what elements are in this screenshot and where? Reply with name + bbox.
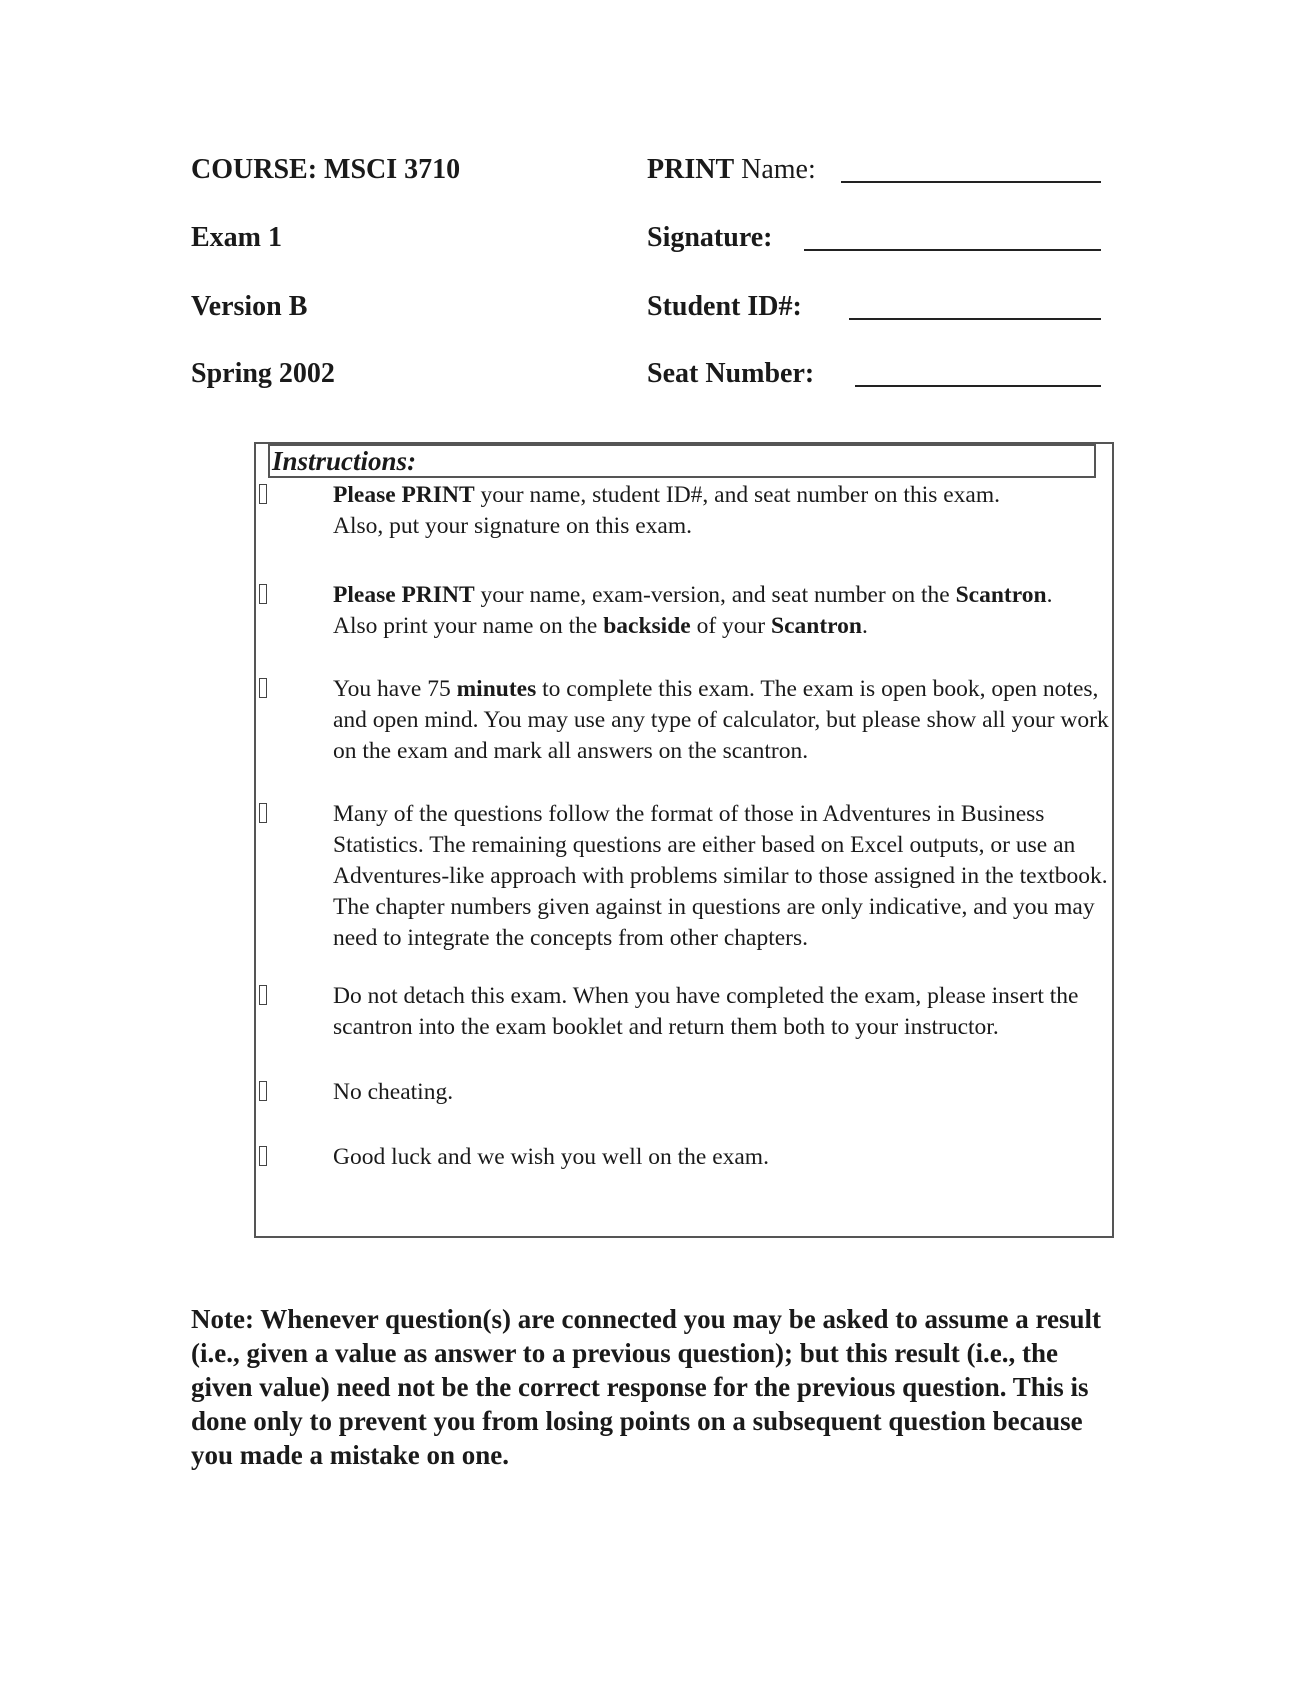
instruction-item	[333, 580, 1123, 642]
instruction-text: to complete this exam. The exam is open book, open notes, and open mind. You may use any type of calculator, but please show all your work on the exam and mark all answers on the scantron.	[333, 676, 1109, 764]
instruction-bold-text: Please PRINT	[333, 582, 475, 608]
seat-number-label: Seat Number:	[647, 358, 815, 389]
bullet-icon	[259, 985, 267, 1005]
instruction-bold-text: Please PRINT	[333, 482, 475, 508]
seat-number-blank-line[interactable]	[855, 385, 1101, 387]
bullet-icon	[259, 803, 267, 823]
instruction-text: Good luck and we wish you well on the exam.	[333, 1144, 769, 1170]
instruction-item	[333, 799, 1123, 954]
exam-label: Exam 1	[191, 222, 282, 253]
instruction-item	[333, 480, 1123, 542]
instruction-text: your name, student ID#, and seat number on this exam.	[474, 482, 1001, 508]
instruction-text: your name, exam-version, and seat number on the	[474, 582, 956, 608]
student-id-blank-line[interactable]	[849, 318, 1101, 320]
print-word: PRINT	[647, 154, 735, 185]
signature-label: Signature:	[647, 222, 773, 253]
instruction-bold-text: Scantron	[771, 613, 862, 639]
instruction-text: .	[1046, 582, 1053, 608]
bullet-icon	[259, 1146, 267, 1166]
bullet-icon	[259, 678, 267, 698]
instruction-text: Also print your name on the	[333, 613, 604, 639]
name-word: Name:	[734, 154, 816, 185]
instruction-text: of your	[690, 613, 771, 639]
bullet-icon	[259, 1081, 267, 1101]
bullet-icon	[259, 584, 267, 604]
print-name-label	[647, 156, 816, 184]
instructions-box	[254, 442, 1114, 1238]
version-label: Version B	[191, 291, 308, 322]
instruction-text: Do not detach this exam. When you have completed the exam, please insert the scantron into the exam booklet and return them both to your instructor.	[333, 983, 1079, 1040]
instruction-item	[333, 1077, 1123, 1108]
instruction-text: Also, put your signature on this exam.	[333, 513, 692, 539]
instruction-bold-text: minutes	[456, 676, 537, 702]
instruction-item	[333, 674, 1123, 767]
instruction-item	[333, 1142, 1123, 1173]
bullet-icon	[259, 484, 267, 504]
instruction-text: Many of the questions follow the format of those in Adventures in Business Statistics. The remaining questions are either based on Excel outputs, or use an Adventures-like approach with problems similar to those assigned in the textbook. The chapter numbers given against in questions are only indicative, and you may need to integrate the concepts from other chapters.	[333, 801, 1108, 951]
instructions-title: Instructions:	[268, 444, 1096, 478]
term-label: Spring 2002	[191, 358, 335, 389]
instruction-text: No cheating.	[333, 1079, 454, 1105]
instruction-text: .	[861, 613, 868, 639]
note-paragraph: Note: Whenever question(s) are connected you may be asked to assume a result (i.e., given a value as answer to a previous question); but this result (i.e., the given value) need not be the correct response for the previous question. This is done only to prevent you from losing points on a subsequent question because you made a mistake on one.	[191, 1304, 1101, 1470]
signature-blank-line[interactable]	[804, 249, 1101, 251]
course-label: COURSE: MSCI 3710	[191, 154, 461, 185]
instruction-item	[333, 981, 1123, 1043]
instruction-bold-text: backside	[603, 613, 691, 639]
student-id-label: Student ID#:	[647, 291, 802, 322]
instruction-bold-text: Scantron	[955, 582, 1047, 608]
name-blank-line[interactable]	[841, 181, 1101, 183]
instruction-text: You have 75	[333, 676, 457, 702]
